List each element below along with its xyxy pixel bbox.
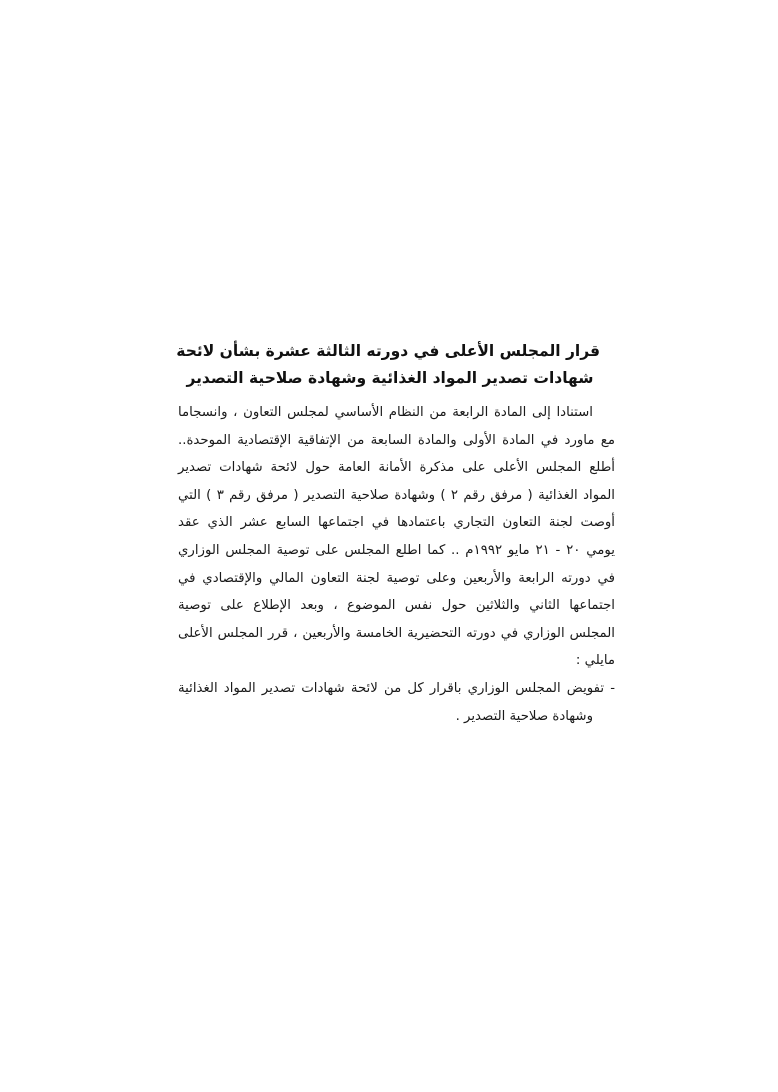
title-line-2: شهادات تصدير المواد الغذائية وشهادة صلاحية التصدير: [186, 369, 594, 387]
body-line-3: أطلع المجلس الأعلى على مذكرة الأمانة العامة حول لائحة شهادات تصدير: [178, 460, 615, 476]
title-line-1: قرار المجلس الأعلى في دورته الثالثة عشرة بشأن لائحة: [176, 342, 600, 360]
document-body: [178, 399, 615, 730]
body-line-9: المجلس الوزاري في دورته التحضيرية الخامسة والأربعين ، قرر المجلس الأعلى: [178, 625, 615, 641]
body-line-8: اجتماعها الثاني والثلاثين حول نفس الموضوع ، وبعد الإطلاع على توصية: [178, 598, 615, 614]
body-line-4: المواد الغذائية ( مرفق رقم ٢ ) وشهادة صلاحية التصدير ( مرفق رقم ٣ ) التي: [178, 487, 615, 503]
body-line-5: أوصت لجنة التعاون التجاري باعتمادها في اجتماعها السابع عشر الذي عقد: [178, 515, 615, 531]
body-line-6: يومي ٢٠ - ٢١ مايو ١٩٩٢م .. كما اطلع المجلس على توصية المجلس الوزاري: [178, 542, 615, 558]
body-line-7: في دورته الرابعة والأربعين وعلى توصية لجنة التعاون المالي والإقتصادي في: [178, 570, 615, 586]
body-line-2: مع ماورد في المادة الأولى والمادة السابعة من الإتفاقية الإقتصادية الموحدة..: [178, 432, 615, 448]
bullet-item-line-1: - تفويض المجلس الوزاري باقرار كل من لائحة شهادات تصدير المواد الغذائية: [178, 680, 615, 696]
body-line-10: مايلي :: [575, 653, 615, 669]
bullet-item-line-2: وشهادة صلاحية التصدير .: [455, 708, 593, 724]
body-line-1: استنادا إلى المادة الرابعة من النظام الأساسي لمجلس التعاون ، وانسجاما: [178, 405, 593, 420]
document-title: [176, 338, 600, 392]
